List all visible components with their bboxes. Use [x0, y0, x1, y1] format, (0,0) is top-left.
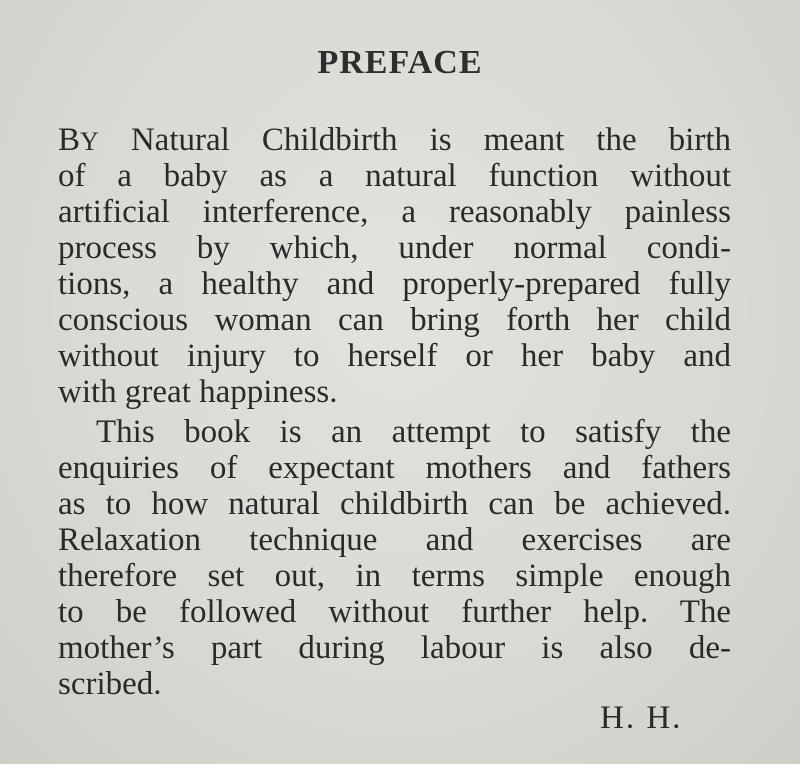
text-line: of a baby as a natural function without [58, 158, 731, 194]
text-line: enquiries of expectant mothers and fathers [58, 450, 731, 486]
page-title: PREFACE [317, 44, 483, 81]
text-line: process by which, under normal condi- [58, 230, 731, 266]
text-line: Relaxation technique and exercises are [58, 522, 731, 558]
small-caps-rest: Y [80, 127, 99, 156]
text-line: conscious woman can bring forth her child [58, 302, 731, 338]
text-line: therefore set out, in terms simple enough [58, 558, 731, 594]
text-line: artificial interference, a reasonably painless [58, 194, 731, 230]
text-line: with great happiness. [58, 374, 338, 410]
text-line [58, 122, 731, 160]
text-line: tions, a healthy and properly-prepared fully [58, 266, 731, 302]
text-line: scribed. [58, 666, 162, 702]
text-line: This book is an attempt to satisfy the [96, 414, 731, 450]
small-caps-initial: B [58, 122, 81, 158]
text-line: without injury to herself or her baby and [58, 338, 731, 374]
text-line: as to how natural childbirth can be achieved. [58, 486, 731, 522]
text-line: to be followed without further help. The [58, 594, 731, 630]
text-line: mother’s part during labour is also de- [58, 630, 731, 666]
line-text: Natural Childbirth is meant the birth [98, 122, 731, 158]
author-initials: H. H. [600, 700, 683, 736]
